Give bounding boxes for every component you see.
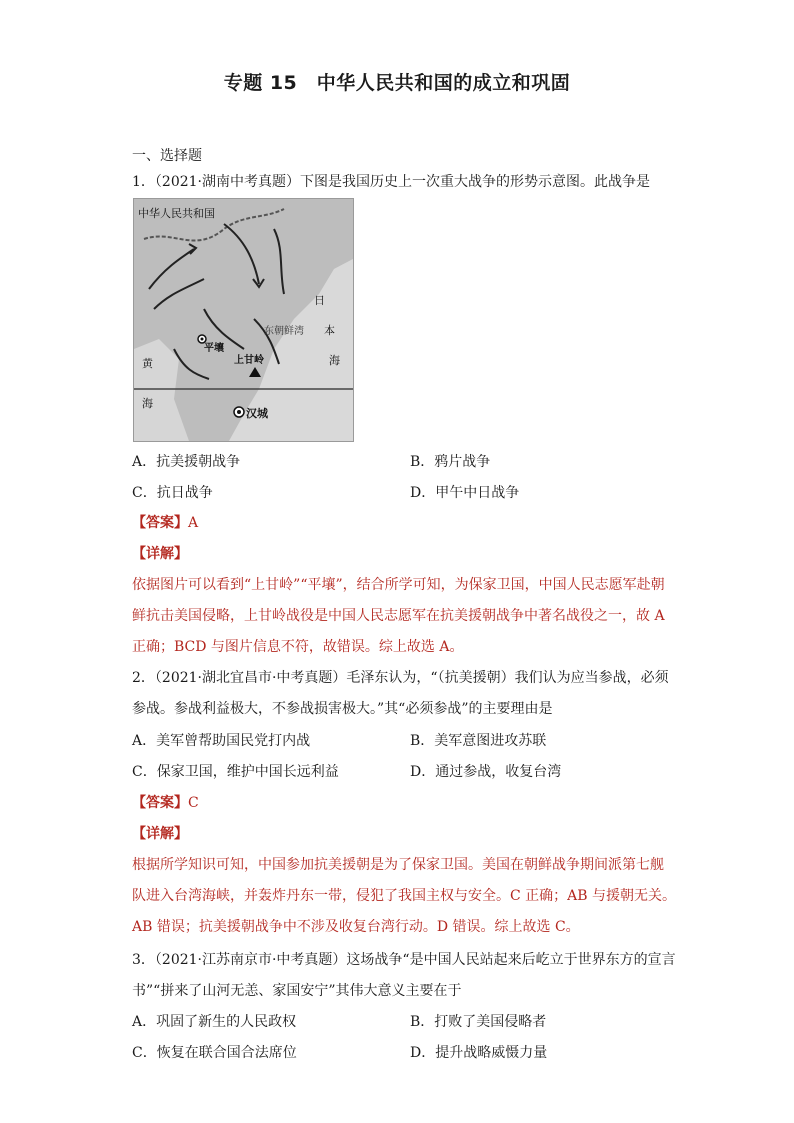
question-2-text-line-2: 参战。参战利益极大，不参战损害极大。”其“必须参战”的主要理由是 [132,701,553,717]
map-label-shangganling: 上甘岭 [234,355,264,366]
map-label-yellow-1: 黄 [142,357,153,370]
q3-option-a: A．巩固了新生的人民政权 [132,1014,297,1030]
map-label-japan-2: 本 [324,324,335,337]
q2-answer-value: C [188,795,199,811]
question-3-text-line-2: 书”“拼来了山河无恙、家国安宁”其伟大意义主要在于 [132,983,462,999]
map-label-japan-1: 日 [314,294,325,307]
q3-option-b: B．打败了美国侵略者 [410,1014,547,1030]
section-heading: 一、选择题 [132,148,202,164]
q1-option-d: D．甲午中日战争 [410,485,520,501]
q2-option-d: D．通过参战，收复台湾 [410,764,562,780]
map-label-japan-3: 海 [329,354,340,367]
q2-detail-tag: 【详解】 [132,826,188,842]
war-situation-map [133,198,354,442]
q2-option-a: A．美军曾帮助国民党打内战 [132,733,311,749]
map-label-east-korea-bay: 东朝鲜湾 [264,326,304,337]
q1-answer [132,513,198,533]
q1-option-b: B．鸦片战争 [410,454,491,470]
map-label-prc: 中华人民共和国 [138,207,215,220]
q2-detail-line-2: 队进入台湾海峡，并轰炸丹东一带，侵犯了我国主权与安全。C 正确；AB 与援朝无关。 [132,888,677,904]
q1-option-c: C．抗日战争 [132,485,213,501]
q2-detail-line-1: 根据所学知识可知，中国参加抗美援朝是为了保家卫国。美国在朝鲜战争期间派第七舰 [132,857,664,873]
q3-option-d: D．提升战略威慑力量 [410,1045,548,1061]
q3-option-c: C．恢复在联合国合法席位 [132,1045,297,1061]
question-3-text-line-1: 3．（2021·江苏南京市·中考真题）这场战争“是中国人民站起来后屹立于世界东方的宣言 [132,952,676,968]
q1-detail-tag: 【详解】 [132,546,188,562]
map-label-yellow-2: 海 [142,397,153,410]
q1-detail-line-2: 鲜抗击美国侵略，上甘岭战役是中国人民志愿军在抗美援朝战争中著名战役之一，故 A [132,608,665,624]
q2-answer [132,793,199,813]
q1-answer-value: A [188,515,199,531]
question-1-text: 1．（2021·湖南中考真题）下图是我国历史上一次重大战争的形势示意图。此战争是 [132,174,650,190]
q2-option-b: B．美军意图进攻苏联 [410,733,547,749]
map-label-seoul: 汉城 [246,407,268,420]
q1-detail-line-1: 依据图片可以看到“上甘岭”“平壤”，结合所学可知，为保家卫国，中国人民志愿军赴朝 [132,577,665,593]
q2-detail-line-3: AB 错误；抗美援朝战争中不涉及收复台湾行动。D 错误。综上故选 C。 [132,919,580,935]
q2-answer-tag: 【答案】 [132,795,188,811]
question-2-text-line-1: 2．（2021·湖北宜昌市·中考真题）毛泽东认为，“（抗美援朝）我们认为应当参战，必须 [132,670,669,686]
q1-answer-tag: 【答案】 [132,515,188,531]
q2-option-c: C．保家卫国，维护中国长远利益 [132,764,339,780]
page-title: 专题 15 中华人民共和国的成立和巩固 [223,72,571,94]
q1-option-a: A．抗美援朝战争 [132,454,241,470]
q1-detail-line-3: 正确；BCD 与图片信息不符，故错误。综上故选 A。 [132,639,464,655]
map-label-pyongyang: 平壤 [204,343,224,354]
